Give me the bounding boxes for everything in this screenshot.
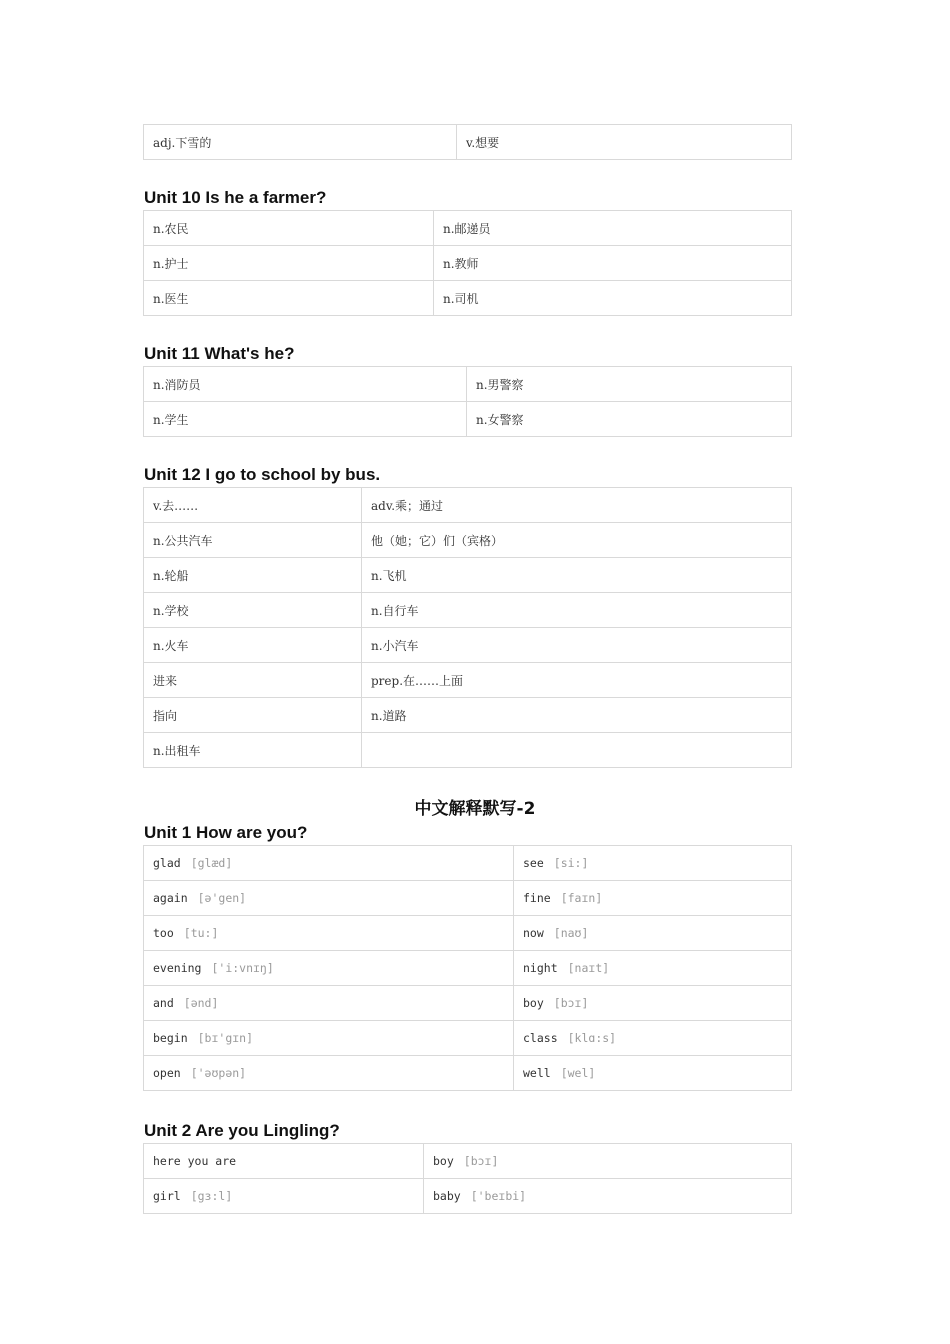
unit12-table [143, 487, 792, 768]
table-cell: n.女警察 [467, 402, 792, 437]
table-cell: n.学生 [144, 402, 467, 437]
word: and [153, 996, 174, 1010]
table-cell [144, 846, 514, 881]
phonetic: [faɪn] [560, 891, 603, 905]
word: open [153, 1066, 181, 1080]
unit1-table [143, 845, 792, 1091]
table-row [144, 628, 792, 663]
word: begin [153, 1031, 188, 1045]
table-cell [514, 1021, 792, 1056]
table-cell: n.司机 [434, 281, 792, 316]
phonetic: [bɔɪ] [553, 996, 589, 1010]
table-cell: n.出租车 [144, 733, 362, 768]
table-row [144, 402, 792, 437]
table-row [144, 951, 792, 986]
table-cell: n.学校 [144, 593, 362, 628]
word: fine [523, 891, 551, 905]
table-cell [144, 1179, 424, 1214]
table-cell: n.火车 [144, 628, 362, 663]
table-cell: n.教师 [434, 246, 792, 281]
table-cell [144, 951, 514, 986]
table-cell: n.轮船 [144, 558, 362, 593]
table-row [144, 281, 792, 316]
section-title: 中文解释默写-2 [414, 799, 536, 819]
table-row [144, 663, 792, 698]
table-row [144, 211, 792, 246]
phonetic: [si:] [553, 856, 589, 870]
phonetic: [naɪt] [567, 961, 610, 975]
phonetic: ['əʊpən] [190, 1066, 247, 1080]
table-cell [144, 1021, 514, 1056]
phonetic: [klɑ:s] [567, 1031, 617, 1045]
word: boy [433, 1154, 454, 1168]
table-cell: n.飞机 [362, 558, 792, 593]
word: girl [153, 1189, 181, 1203]
table-cell: n.男警察 [467, 367, 792, 402]
phonetic: [ənd] [183, 996, 219, 1010]
table-cell [514, 916, 792, 951]
unit11-heading: Unit 11 What's he? [144, 344, 295, 363]
table-cell: prep.在……上面 [362, 663, 792, 698]
table-cell: n.医生 [144, 281, 434, 316]
table-row [144, 1144, 792, 1179]
table-cell [144, 1056, 514, 1091]
unit12-heading: Unit 12 I go to school by bus. [144, 465, 381, 484]
table-row [144, 125, 792, 160]
word: night [523, 961, 558, 975]
table-cell: 指向 [144, 698, 362, 733]
word: too [153, 926, 174, 940]
table-cell [144, 1144, 424, 1179]
unit2-heading: Unit 2 Are you Lingling? [144, 1121, 340, 1140]
phonetic: ['i:vnɪŋ] [211, 961, 274, 975]
vocab-table-top [143, 124, 792, 160]
word: here you are [153, 1154, 237, 1168]
table-row [144, 1179, 792, 1214]
table-row [144, 558, 792, 593]
table-cell: 他（她；它）们（宾格） [362, 523, 792, 558]
word: now [523, 926, 544, 940]
table-cell: n.道路 [362, 698, 792, 733]
table-cell [144, 916, 514, 951]
table-row [144, 881, 792, 916]
table-row [144, 1056, 792, 1091]
word: see [523, 856, 544, 870]
table-row [144, 488, 792, 523]
phonetic: [glæd] [190, 856, 233, 870]
table-cell: v.想要 [457, 125, 792, 160]
table-row [144, 986, 792, 1021]
table-row [144, 846, 792, 881]
unit10-heading: Unit 10 Is he a farmer? [144, 188, 327, 207]
table-cell: adj.下雪的 [144, 125, 457, 160]
word: evening [153, 961, 202, 975]
table-cell: n.自行车 [362, 593, 792, 628]
table-row [144, 593, 792, 628]
table-row [144, 916, 792, 951]
table-cell: 进来 [144, 663, 362, 698]
table-row [144, 367, 792, 402]
phonetic: [bɪ'gɪn] [197, 1031, 254, 1045]
table-cell: n.消防员 [144, 367, 467, 402]
table-cell: n.护士 [144, 246, 434, 281]
unit11-table [143, 366, 792, 437]
phonetic: [naʊ] [553, 926, 589, 940]
table-row [144, 733, 792, 768]
table-cell: n.公共汽车 [144, 523, 362, 558]
table-cell [362, 733, 792, 768]
table-cell [144, 986, 514, 1021]
table-cell [514, 1056, 792, 1091]
phonetic: [ə'gen] [197, 891, 247, 905]
table-cell [424, 1144, 792, 1179]
word: class [523, 1031, 558, 1045]
unit2-table [143, 1143, 792, 1214]
table-row [144, 523, 792, 558]
phonetic: ['beɪbi] [470, 1189, 527, 1203]
table-row [144, 246, 792, 281]
table-cell [514, 846, 792, 881]
table-cell: n.邮递员 [434, 211, 792, 246]
phonetic: [wel] [560, 1066, 596, 1080]
unit10-table [143, 210, 792, 316]
table-cell [424, 1179, 792, 1214]
table-cell [514, 986, 792, 1021]
word: baby [433, 1189, 461, 1203]
table-cell: n.小汽车 [362, 628, 792, 663]
word: glad [153, 856, 181, 870]
word: well [523, 1066, 551, 1080]
phonetic: [gɜ:l] [190, 1189, 233, 1203]
table-cell: n.农民 [144, 211, 434, 246]
table-cell [514, 951, 792, 986]
phonetic: [tu:] [183, 926, 219, 940]
table-cell [514, 881, 792, 916]
table-cell: v.去…… [144, 488, 362, 523]
table-cell: adv.乘；通过 [362, 488, 792, 523]
table-row [144, 1021, 792, 1056]
table-cell [144, 881, 514, 916]
word: boy [523, 996, 544, 1010]
word: again [153, 891, 188, 905]
phonetic: [bɔɪ] [463, 1154, 499, 1168]
table-row [144, 698, 792, 733]
unit1-heading: Unit 1 How are you? [144, 823, 308, 842]
